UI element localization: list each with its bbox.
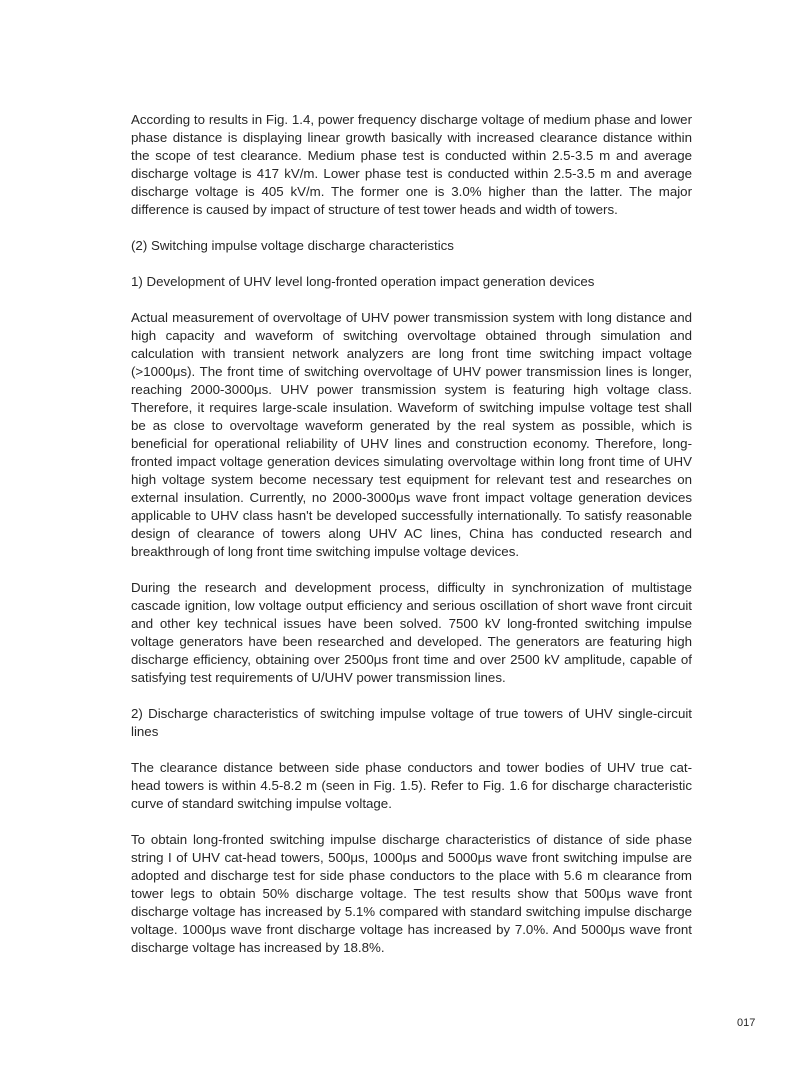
paragraph-long-fronted-results: To obtain long-fronted switching impulse discharge characteristics of distance of side phase string I of UHV cat-head towers, 500μs, 1000μs and 5000μs wave front switching impulse are adopted and discharge test for side phase conductors to the place with 5.6 m clearance from tower legs to obtain 50% discharge voltage. The test results show that 500μs wave front discharge voltage has increased by 5.1% compared with standard switching impulse discharge voltage. 1000μs wave front discharge voltage has increased by 7.0%. And 5000μs wave front discharge voltage has increased by 18.8%. bbox=[131, 832, 692, 955]
paragraph-clearance-distance: The clearance distance between side phase conductors and tower bodies of UHV true cat-head towers is within 4.5-8.2 m (seen in Fig. 1.5). Refer to Fig. 1.6 for discharge characteristic curve of standard switching impulse voltage. bbox=[131, 760, 692, 811]
paragraph-overvoltage-measurement: Actual measurement of overvoltage of UHV power transmission system with long distance and high capacity and waveform of switching overvoltage obtained through simulation and calculation with transient network analyzers are long front time switching impact voltage (>1000μs). The front time of switching overvoltage of UHV power transmission lines is longer, reaching 2000-3000μs. UHV power transmission system is featuring high voltage class. Therefore, it requires large-scale insulation. Waveform of switching impulse voltage test shall be as close to overvoltage waveform generated by the real system as possible, which is beneficial for operational reliability of UHV lines and construction economy. Therefore, long-fronted impact voltage generation devices simulating overvoltage within long front time of UHV high voltage system become necessary test equipment for relevant test and researches on external insulation. Currently, no 2000-3000μs wave front impact voltage generation devices applicable to UHV class hasn't be developed successfully internationally. To satisfy reasonable design of clearance of towers along UHV AC lines, China has conducted research and breakthrough of long front time switching impulse voltage devices. bbox=[131, 310, 692, 559]
subsection-heading-true-towers: 2) Discharge characteristics of switching impulse voltage of true towers of UHV single-circuit lines bbox=[131, 706, 692, 739]
paragraph-research-development: During the research and development process, difficulty in synchronization of multistage cascade ignition, low voltage output efficiency and serious oscillation of short wave front circuit and other key technical issues have been solved. 7500 kV long-fronted switching impulse voltage generators have been researched and developed. The generators are featuring high discharge efficiency, obtaining over 2500μs front time and over 2500 kV amplitude, capable of satisfying test requirements of U/UHV power transmission lines. bbox=[131, 580, 692, 685]
page-number: 017 bbox=[737, 1017, 756, 1029]
section-heading-switching-impulse: (2) Switching impulse voltage discharge characteristics bbox=[131, 238, 454, 253]
paragraph-power-frequency-results: According to results in Fig. 1.4, power frequency discharge voltage of medium phase and lower phase distance is displaying linear growth basically with increased clearance distance within the scope of test clearance. Medium phase test is conducted within 2.5-3.5 m and average discharge voltage is 417 kV/m. Lower phase test is conducted within 2.5-3.5 m and average discharge voltage is 405 kV/m. The former one is 3.0% higher than the latter. The major difference is caused by impact of structure of test tower heads and width of towers. bbox=[131, 112, 692, 217]
page-body bbox=[131, 111, 692, 975]
subsection-heading-generation-devices: 1) Development of UHV level long-fronted operation impact generation devices bbox=[131, 274, 595, 289]
